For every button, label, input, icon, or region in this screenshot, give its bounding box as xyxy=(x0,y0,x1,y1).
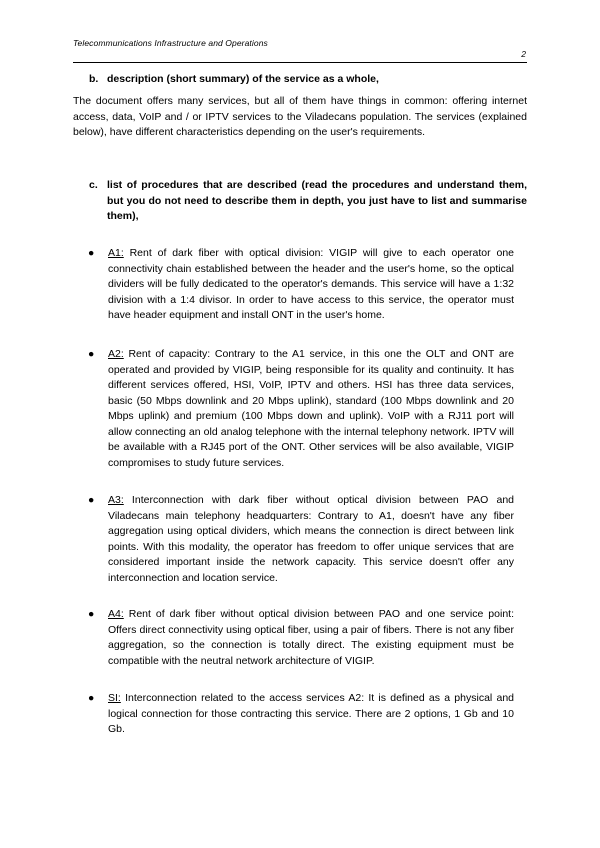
list-item-a4 xyxy=(88,607,514,669)
bullet-icon: ● xyxy=(88,348,95,360)
procedure-code: A2: xyxy=(108,348,124,360)
list-item-a2 xyxy=(88,347,514,471)
header-rule xyxy=(73,62,527,63)
section-c-title: list of procedures that are described (read the procedures and understand them, but you do not need to describe them in depth, you just have to list and summarise them), xyxy=(107,179,527,222)
procedure-description: Interconnection with dark fiber without optical division between PAO and Viladecans main telephony headquarters: Contrary to A1, doesn't have any fiber aggregation using optical dividers, which means the connection is direct between link points. With this modality, the operator has freedom to offer unique services that are considered important inside the network capacity. This service doesn't offer any interconnection and location service. xyxy=(108,494,514,584)
page-number: 2 xyxy=(521,49,526,59)
list-item-a3 xyxy=(88,493,514,586)
section-c-letter: c. xyxy=(89,179,98,191)
bullet-icon: ● xyxy=(88,494,95,506)
procedure-code: A4: xyxy=(108,608,124,620)
section-b-letter: b. xyxy=(89,73,99,85)
procedure-description: Interconnection related to the access services A2: It is defined as a physical and logical connection for those contracting this service. There are 2 options, 1 Gb and 10 Gb. xyxy=(108,692,514,735)
list-item-si xyxy=(88,691,514,738)
procedure-description: Rent of capacity: Contrary to the A1 service, in this one the OLT and ONT are operated and provided by VIGIP, being responsible for its quality and continuity. It has different services offered, HSI, VoIP, IPTV and others. HSI has three data services, basic (50 Mbps downlink and 20 Mbps uplink), standard (100 Mbps downlink and 20 Mbps uplink) and premium (100 Mbps down and uplink). VoIP with a RJ11 port will allow connecting an old analog telephone with the internal telephony network. IPTV will be available with a RJ45 port of the ONT. Other services will be also available, VIGIP compromises to study future services. xyxy=(108,348,514,469)
section-c-heading xyxy=(89,178,527,225)
bullet-icon: ● xyxy=(88,608,95,620)
procedure-description: Rent of dark fiber with optical division: VIGIP will give to each operator one connectivity chain established between the header and the user's home, so the optical dividers will be fully dedicated to the operator's demands. This service will have a 1:32 division with a 1:4 divisor. In order to have access to this service, the operator must have header equipment and install ONT in the user's home. xyxy=(108,247,514,321)
section-b-title: description (short summary) of the service as a whole, xyxy=(107,73,379,85)
procedure-code: A1: xyxy=(108,247,124,259)
running-header-title: Telecommunications Infrastructure and Operations xyxy=(73,38,268,48)
procedure-description: Rent of dark fiber without optical division between PAO and one service point: Offers direct connectivity using optical fiber, using a pair of fibers. There is not any fiber aggregation, so the connection is totally direct. The existing equipment must be compatible with the neutral network architecture of VIGIP. xyxy=(108,608,514,667)
bullet-icon: ● xyxy=(88,692,95,704)
procedure-code: A3: xyxy=(108,494,124,506)
procedure-code: SI: xyxy=(108,692,121,704)
bullet-icon: ● xyxy=(88,247,95,259)
section-b-body: The document offers many services, but all of them have things in common: offering internet access, data, VoIP and / or IPTV services to the Viladecans population. The services (explained below), have different characteristics depending on the user's requirements. xyxy=(73,95,527,138)
list-item-a1 xyxy=(88,246,514,324)
section-b-heading xyxy=(89,72,527,88)
